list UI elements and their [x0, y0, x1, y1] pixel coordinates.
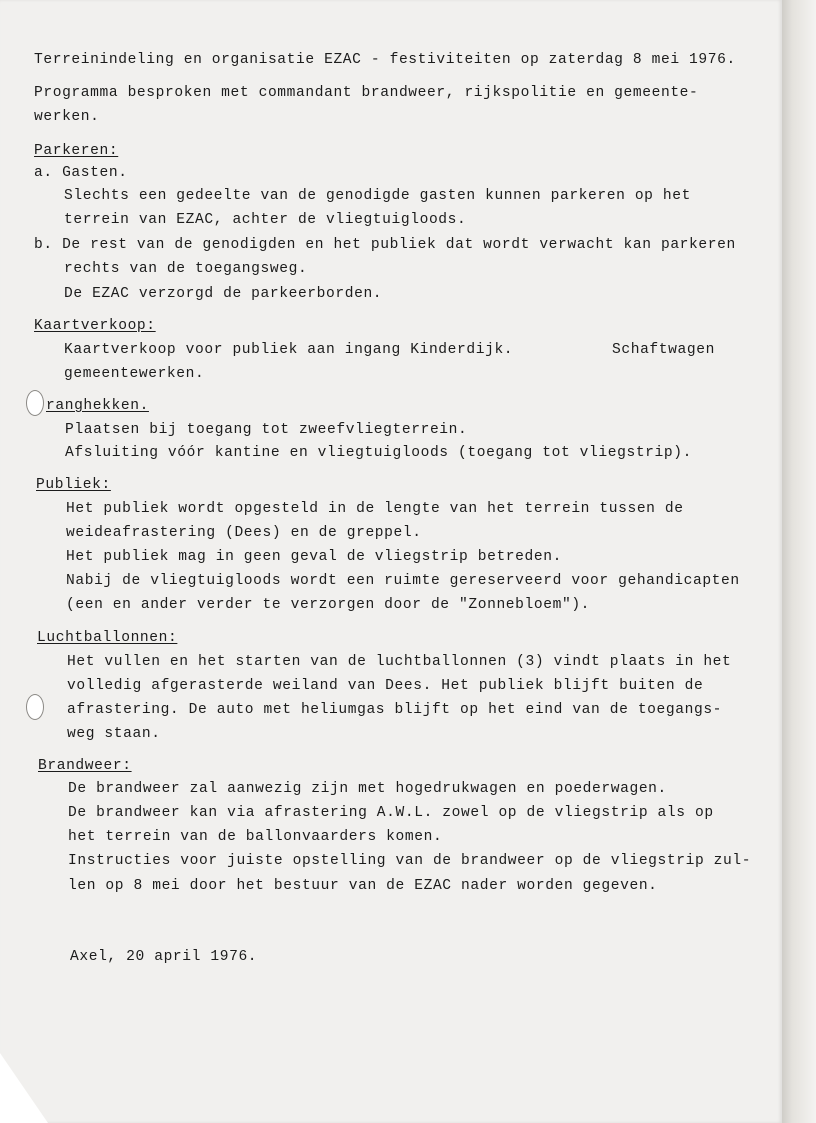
intro-line: Programma besproken met commandant brandweer, rijkspolitie en gemeente- — [34, 85, 699, 101]
text-line: weideafrastering (Dees) en de greppel. — [66, 525, 422, 541]
text-line: len op 8 mei door het bestuur van de EZAC nader worden gegeven. — [68, 878, 658, 894]
section-heading-kaartverkoop: Kaartverkoop: — [34, 318, 156, 334]
text-line: weg staan. — [67, 726, 161, 742]
text-line: De brandweer zal aanwezig zijn met hogedrukwagen en poederwagen. — [68, 781, 667, 797]
text-line: Schaftwagen — [612, 342, 715, 358]
intro-line: werken. — [34, 109, 100, 125]
text-line: Instructies voor juiste opstelling van de brandweer op de vliegstrip zul- — [68, 853, 752, 869]
text-line: gemeentewerken. — [64, 366, 205, 382]
text-line: (een en ander verder te verzorgen door de "Zonnebloem"). — [66, 597, 591, 613]
text-line: Het publiek mag in geen geval de vliegstrip betreden. — [66, 549, 562, 565]
text-line: Het publiek wordt opgesteld in de lengte van het terrein tussen de — [66, 501, 684, 517]
section-heading-parkeren: Parkeren: — [34, 143, 119, 159]
text-line: terrein van EZAC, achter de vliegtuigloods. — [64, 212, 467, 228]
text-line: b. De rest van de genodigden en het publiek dat wordt verwacht kan parkeren — [34, 237, 736, 253]
text-line: Kaartverkoop voor publiek aan ingang Kinderdijk. — [64, 342, 514, 358]
scan-edge — [782, 0, 816, 1123]
text-line: het terrein van de ballonvaarders komen. — [68, 829, 443, 845]
signoff-place-date: Axel, 20 april 1976. — [70, 949, 258, 965]
text-line: Slechts een gedeelte van de genodigde gasten kunnen parkeren op het — [64, 188, 691, 204]
text-line: De brandweer kan via afrastering A.W.L. zowel op de vliegstrip als op — [68, 805, 714, 821]
document-title: Terreinindeling en organisatie EZAC - festiviteiten op zaterdag 8 mei 1976. — [34, 52, 736, 68]
text-line: volledig afgerasterde weiland van Dees. Het publiek blijft buiten de — [67, 678, 704, 694]
text-line: Plaatsen bij toegang tot zweefvliegterrein. — [65, 422, 468, 438]
text-line: Nabij de vliegtuigloods wordt een ruimte gereserveerd voor gehandicapten — [66, 573, 740, 589]
section-heading-dranghekken: ranghekken. — [46, 398, 149, 414]
text-line: De EZAC verzorgd de parkeerborden. — [64, 286, 383, 302]
section-heading-publiek: Publiek: — [36, 477, 111, 493]
section-heading-brandweer: Brandweer: — [38, 758, 132, 774]
text-line: rechts van de toegangsweg. — [64, 261, 308, 277]
text-line: Afsluiting vóór kantine en vliegtuigloods (toegang tot vliegstrip). — [65, 445, 692, 461]
text-line: a. Gasten. — [34, 165, 128, 181]
text-line: afrastering. De auto met heliumgas blijft op het eind van de toegangs- — [67, 702, 723, 718]
section-heading-luchtballonnen: Luchtballonnen: — [37, 630, 178, 646]
text-line: Het vullen en het starten van de luchtballonnen (3) vindt plaats in het — [67, 654, 732, 670]
